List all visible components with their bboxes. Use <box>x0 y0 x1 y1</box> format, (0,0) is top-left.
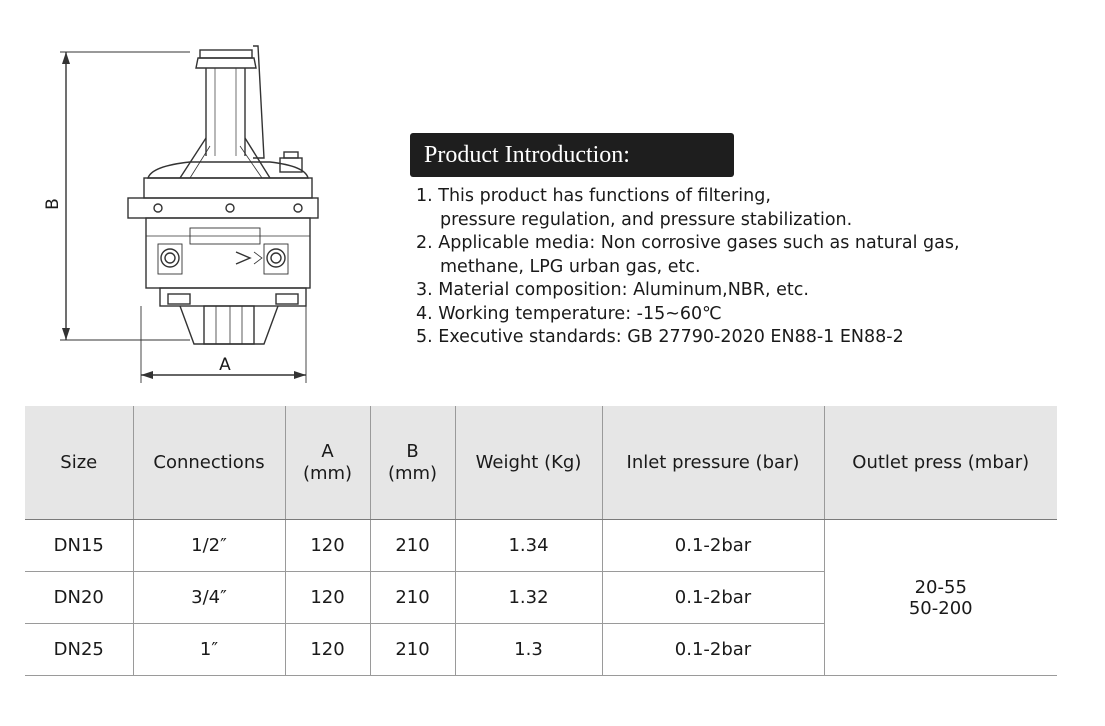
header-a-label: A <box>321 440 334 462</box>
intro-item: 4. Working temperature: -15~60℃ <box>416 303 722 324</box>
header-b <box>370 406 455 520</box>
product-introduction-list <box>416 185 960 350</box>
cell-outlet-merged <box>824 520 1057 676</box>
intro-item-continuation: methane, LPG urban gas, etc. <box>440 256 701 277</box>
dimension-a-label: A <box>219 355 231 375</box>
dimension-b-label: B <box>43 198 63 210</box>
cell-b: 210 <box>370 520 455 572</box>
intro-item: 1. This product has functions of filtering, <box>416 186 771 206</box>
header-inlet-pressure: Inlet pressure (bar) <box>602 406 824 520</box>
header-b-label: B <box>406 440 419 462</box>
cell-weight: 1.34 <box>455 520 602 572</box>
header-outlet-pressure: Outlet press (mbar) <box>824 406 1057 520</box>
cell-a: 120 <box>285 572 370 624</box>
cell-inlet: 0.1-2bar <box>602 624 824 676</box>
intro-item: 3. Material composition: Aluminum,NBR, etc. <box>416 280 809 300</box>
intro-item: 2. Applicable media: Non corrosive gases such as natural gas, <box>416 233 960 253</box>
header-a-unit: (mm) <box>302 462 353 484</box>
cell-connections: 1/2″ <box>133 520 285 572</box>
intro-item: 5. Executive standards: GB 27790-2020 EN88-1 EN88-2 <box>416 327 904 347</box>
regulator-technical-drawing <box>40 38 340 388</box>
cell-size: DN15 <box>25 520 133 572</box>
product-introduction-title: Product Introduction: <box>410 133 734 177</box>
cell-inlet: 0.1-2bar <box>602 572 824 624</box>
header-connections: Connections <box>133 406 285 520</box>
cell-size: DN20 <box>25 572 133 624</box>
table-row <box>25 520 1057 572</box>
cell-a: 120 <box>285 520 370 572</box>
cell-connections: 1″ <box>133 624 285 676</box>
intro-item-continuation: pressure regulation, and pressure stabilization. <box>440 209 853 230</box>
header-size: Size <box>25 406 133 520</box>
cell-b: 210 <box>370 624 455 676</box>
cell-size: DN25 <box>25 624 133 676</box>
header-a <box>285 406 370 520</box>
outlet-value: 50-200 <box>908 597 973 619</box>
cell-inlet: 0.1-2bar <box>602 520 824 572</box>
specification-table <box>25 406 1057 676</box>
cell-weight: 1.3 <box>455 624 602 676</box>
table-header-row <box>25 406 1057 520</box>
header-weight: Weight (Kg) <box>455 406 602 520</box>
outlet-value: 20-55 <box>914 576 967 598</box>
cell-b: 210 <box>370 572 455 624</box>
header-b-unit: (mm) <box>387 462 438 484</box>
cell-weight: 1.32 <box>455 572 602 624</box>
cell-connections: 3/4″ <box>133 572 285 624</box>
cell-a: 120 <box>285 624 370 676</box>
